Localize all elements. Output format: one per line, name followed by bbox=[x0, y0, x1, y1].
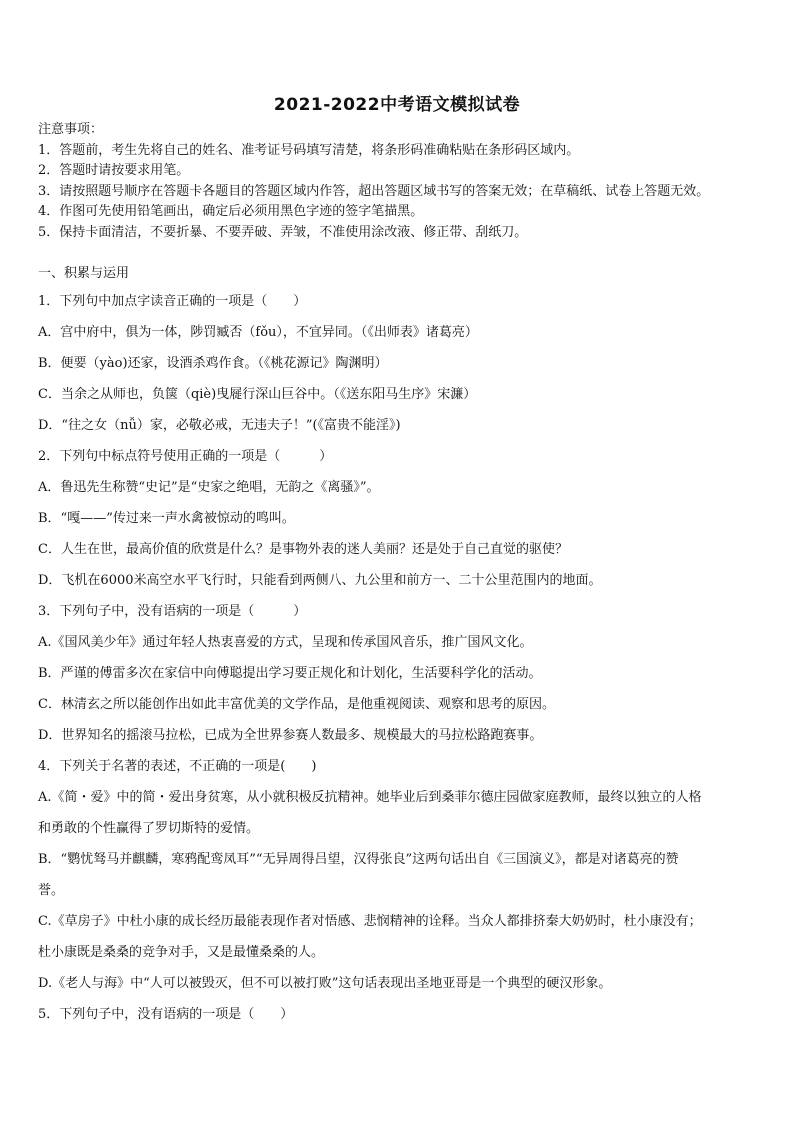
option-b: B．便要（yào)还家，设酒杀鸡作食。（《桃花源记》陶渊明） bbox=[38, 356, 388, 371]
option-d: D．飞机在6000米高空水平飞行时，只能看到两侧八、九公里和前方一、二十公里范围内的地面。 bbox=[38, 573, 602, 588]
option-c-line-1: C.《草房子》中杜小康的成长经历最能表现作者对悟感、悲悯精神的诠释。当众人都排挤秦大奶奶时，杜小康没有； bbox=[38, 914, 702, 929]
option-b-line-2: 誉。 bbox=[38, 883, 65, 898]
question-stem: 2．下列句中标点符号使用正确的一项是（ ） bbox=[38, 449, 333, 464]
question-stem: 1．下列句中加点字读音正确的一项是（ ） bbox=[38, 294, 307, 309]
option-c: C．林清玄之所以能创作出如此丰富优美的文学作品，是他重视阅读、观察和思考的原因。 bbox=[38, 697, 555, 712]
notice-item: 2．答题时请按要求用笔。 bbox=[38, 163, 190, 178]
option-c: C．人生在世，最高价值的欣赏是什么？是事物外表的迷人美丽？还是处于自己直觉的驱使？ bbox=[38, 542, 568, 557]
question-2 bbox=[38, 441, 760, 596]
question-stem: 3．下列句子中，没有语病的一项是（ ） bbox=[38, 604, 307, 619]
option-b: B．严谨的傅雷多次在家信中向傅聪提出学习要正规化和计划化，生活要科学化的活动。 bbox=[38, 666, 542, 681]
question-5 bbox=[38, 999, 760, 1030]
question-stem: 5．下列句子中，没有语病的一项是（ ） bbox=[38, 1007, 294, 1022]
page-title: 2021-2022中考语文模拟试卷 bbox=[273, 95, 521, 115]
option-d: D．“往之女（nǚ）家，必敬必戒，无违夫子！”(《富贵不能淫》) bbox=[38, 418, 401, 433]
option-a: A.《国风美少年》通过年轻人热衷喜爱的方式，呈现和传承国风音乐，推广国风文化。 bbox=[38, 635, 533, 650]
notice-item: 1．答题前，考生先将自己的姓名、准考证号码填写清楚，将条形码准确粘贴在条形码区域内。 bbox=[38, 142, 580, 158]
option-b: B．“嘎——”传过来一声水禽被惊动的鸣叫。 bbox=[38, 511, 295, 526]
option-a-line-2: 和勇敢的个性赢得了罗切斯特的爱情。 bbox=[38, 821, 260, 836]
section-heading: 一、积累与运用 bbox=[38, 266, 130, 281]
notice-block bbox=[38, 120, 768, 243]
exam-body bbox=[38, 262, 760, 1030]
option-b-line-1: B．“鹦忧驽马并麒麟，寒鸦配鸾凤耳”“无异周得吕望，汉得张良”这两句话出自《三国演义》，都是对诸葛亮的赞 bbox=[38, 852, 679, 867]
notice-heading: 注意事项： bbox=[38, 122, 104, 137]
notice-item: 4．作图可先使用铅笔画出，确定后必须用黑色字迹的签字笔描黑。 bbox=[38, 204, 424, 219]
question-4 bbox=[38, 751, 760, 999]
question-1 bbox=[38, 286, 760, 441]
notice-item: 5．保持卡面清洁，不要折暴、不要弄破、弄皱，不准使用涂改液、修正带、刮纸刀。 bbox=[38, 224, 528, 240]
option-c: C．当余之从师也，负箧（qiè)曳屣行深山巨谷中。（《送东阳马生序》宋濂） bbox=[38, 387, 477, 402]
option-c-line-2: 杜小康既是桑桑的竞争对手，又是最懂桑桑的人。 bbox=[38, 945, 325, 960]
question-stem: 4．下列关于名著的表述，不正确的一项是( ) bbox=[38, 759, 317, 774]
option-a: A．鲁迅先生称赞“史记”是“史家之绝唱，无韵之《离骚》”。 bbox=[38, 480, 380, 495]
option-d: D.《老人与海》中“人可以被毁灭，但不可以被打败”这句话表现出圣地亚哥是一个典型的硬汉形象。 bbox=[38, 976, 612, 991]
option-a-line-1: A.《简・爱》中的简・爱出身贫寒，从小就积极反抗精神。她毕业后到桑菲尔德庄园做家庭教师，最终以独立的人格 bbox=[38, 790, 702, 805]
notice-item: 3．请按照题号顺序在答题卡各题目的答题区域内作答，超出答题区域书写的答案无效；在草稿纸、试卷上答题无效。 bbox=[38, 183, 710, 199]
option-d: D．世界知名的摇滚马拉松，已成为全世界参赛人数最多、规模最大的马拉松路跑赛事。 bbox=[38, 728, 543, 743]
option-a: A．宫中府中，俱为一体，陟罚臧否（fǒu），不宜异同。（《出师表》诸葛亮） bbox=[38, 325, 478, 340]
question-3 bbox=[38, 596, 760, 751]
